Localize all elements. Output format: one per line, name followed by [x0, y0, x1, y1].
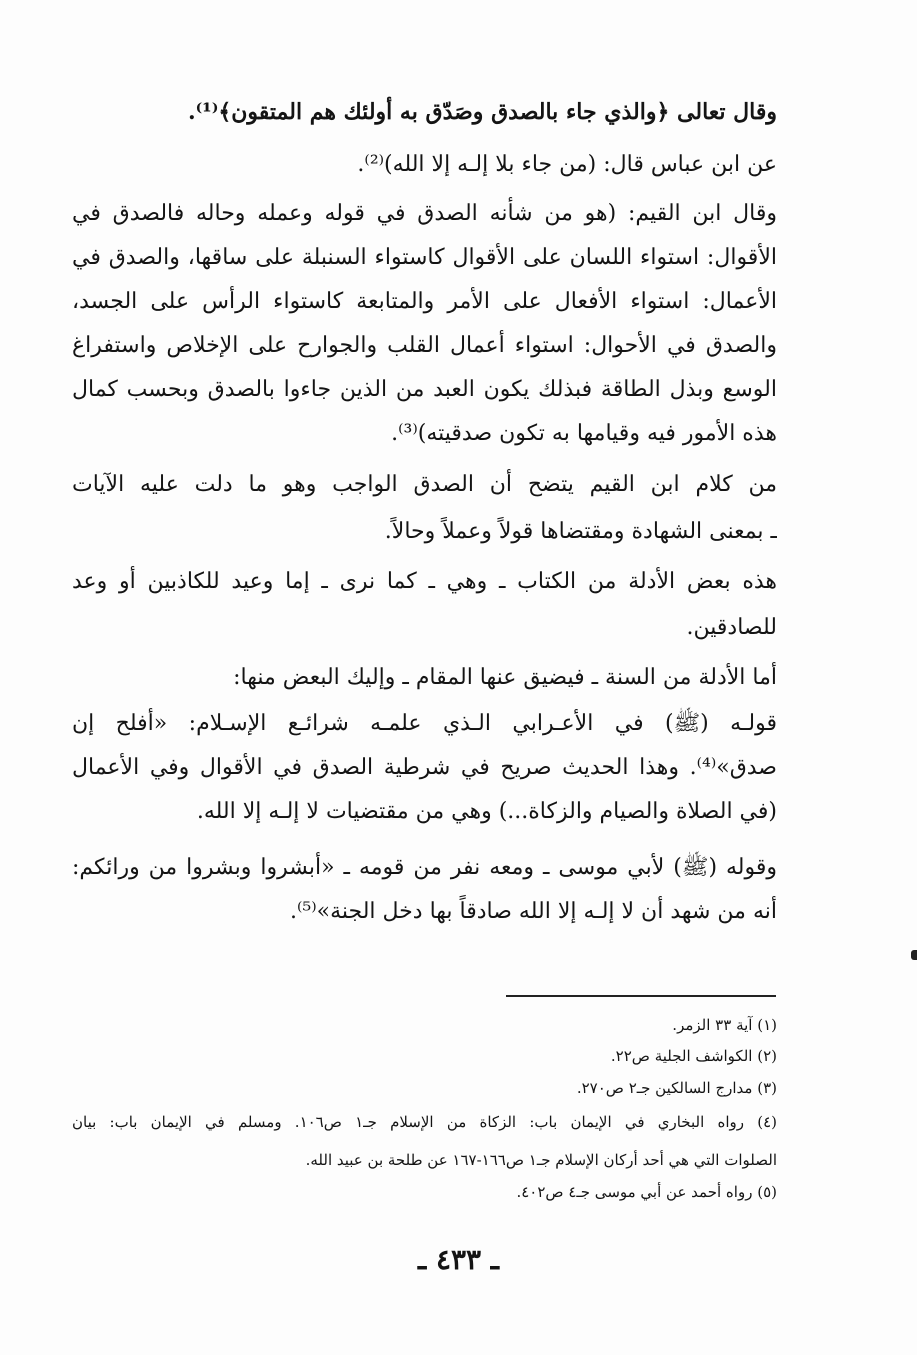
ibn-qayyim-line-1: وقال ابن القيم: (هو من شأنه الصدق في قوله وعمله وحاله فالصدق في [72, 201, 777, 226]
commentary-line-2: ـ بمعنى الشهادة ومقتضاها قولاً وعملاً وحالاً. [384, 519, 777, 544]
commentary-line-1: من كلام ابن القيم يتضح أن الصدق الواجب وهو ما دلت عليه الآيات [72, 472, 777, 497]
footnote-5: (٥) رواه أحمد عن أبي موسى جـ٤ ص٤٠٢. [516, 1183, 777, 1201]
hadith-2-line-2: أنه من شهد أن لا إلـه إلا الله صادقاً بها دخل الجنة»⁽⁵⁾. [289, 899, 777, 924]
hadith-2-line-1: وقوله (ﷺ) لأبي موسى ـ ومعه نفر من قومه ـ «أبشروا وبشروا من ورائكم: [72, 855, 777, 880]
ibn-qayyim-line-2: الأقوال: استواء اللسان على الأقوال كاستواء السنبلة على ساقها، والصدق في [72, 245, 777, 270]
evidence-line-1: هذه بعض الأدلة من الكتاب ـ وهي ـ كما نرى ـ إما وعيد للكاذبين أو وعد [72, 569, 777, 594]
hadith-1-line-2: صدق»⁽⁴⁾. وهذا الحديث صريح في شرطية الصدق في الأقوال وفي الأعمال [72, 755, 777, 780]
evidence-line-2: للصادقين. [686, 615, 777, 640]
page-number: ـ ٤٣٣ ـ [417, 1243, 500, 1276]
ibn-qayyim-line-5: الوسع وبذل الطاقة فبذلك يكون العبد من الذين جاءوا بالصدق وبحسب كمال [72, 377, 777, 402]
quran-verse-line: وقال تعالى ﴿والذي جاء بالصدق وصَدّق به أولئك هم المتقون﴾⁽¹⁾. [187, 99, 777, 125]
footnote-1: (١) آية ٣٣ الزمر. [672, 1016, 777, 1034]
ibn-qayyim-line-3: الأعمال: استواء الأفعال على الأمر والمتابعة كاستواء الرأس على الجسد، [72, 289, 777, 314]
ibn-qayyim-line-4: والصدق في الأحوال: استواء أعمال القلب والجوارح على الإخلاص واستفراغ [72, 333, 777, 358]
sunnah-intro-line: أما الأدلة من السنة ـ فيضيق عنها المقام ـ وإليك البعض منها: [233, 665, 777, 690]
footnote-2: (٢) الكواشف الجلية ص٢٢. [610, 1047, 777, 1065]
hadith-1-line-1: قولـه (ﷺ) في الأعـرابي الـذي علمـه شرائـع الإسـلام: «أفلح إن [72, 711, 777, 736]
footnote-divider [506, 995, 776, 997]
footnote-3: (٣) مدارج السالكين جـ٢ ص٢٧٠. [576, 1079, 777, 1097]
ibn-qayyim-line-6: هذه الأمور فيه وقيامها به تكون صدقيته)⁽³⁾. [391, 421, 777, 446]
footnote-4-line-1: (٤) رواه البخاري في الإيمان باب: الزكاة من الإسلام جـ١ ص١٠٦. ومسلم في الإيمان باب: بيان [72, 1113, 777, 1131]
hadith-1-line-3: (في الصلاة والصيام والزكاة...) وهي من مقتضيات لا إلـه إلا الله. [196, 799, 777, 824]
footnote-4-line-2: الصلوات التي هي أحد أركان الإسلام جـ١ ص١٦٦-١٦٧ عن طلحة بن عبيد الله. [305, 1151, 777, 1169]
page-edge-mark [911, 950, 917, 960]
ibn-abbas-line: عن ابن عباس قال: (من جاء بلا إلـه إلا الله)⁽²⁾. [357, 152, 777, 177]
